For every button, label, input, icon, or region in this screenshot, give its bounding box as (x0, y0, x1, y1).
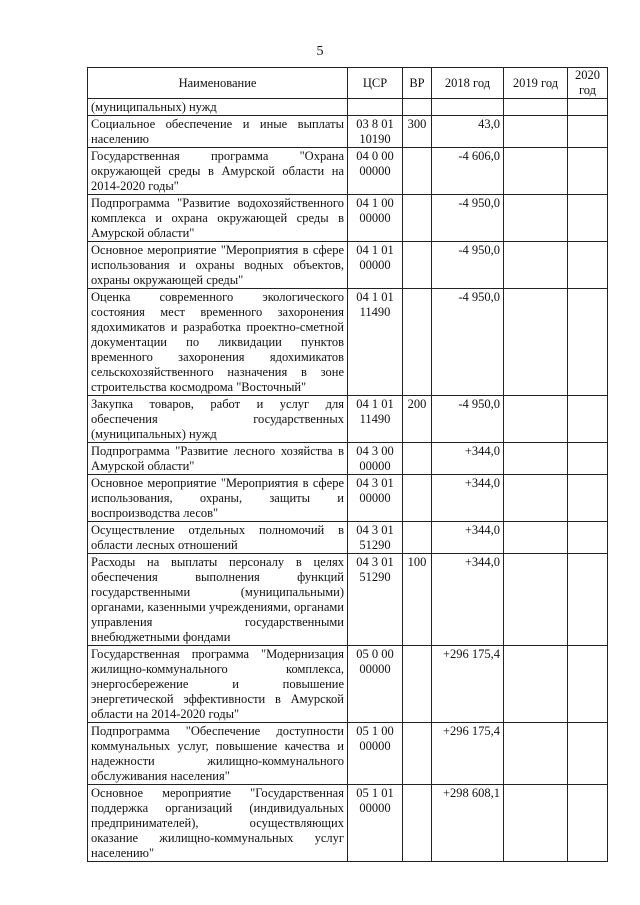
cell-2018: -4 950,0 (432, 289, 504, 396)
table-row (88, 116, 608, 148)
table-body (88, 99, 608, 862)
cell-2019 (504, 116, 568, 148)
table-row (88, 646, 608, 723)
cell-vr (403, 723, 432, 785)
cell-name: Основное мероприятие "Мероприятия в сфере использования, охраны, защиты и воспроизводства лесов" (88, 475, 348, 522)
cell-2018: +344,0 (432, 443, 504, 475)
table-row (88, 522, 608, 554)
cell-csr: 03 8 01 10190 (348, 116, 403, 148)
cell-vr (403, 242, 432, 289)
header-2019: 2019 год (504, 68, 568, 99)
cell-name: Осуществление отдельных полномочий в области лесных отношений (88, 522, 348, 554)
cell-2019 (504, 99, 568, 116)
table-row (88, 554, 608, 646)
cell-2020 (568, 522, 608, 554)
cell-2020 (568, 396, 608, 443)
cell-2019 (504, 646, 568, 723)
cell-2019 (504, 242, 568, 289)
cell-name: Расходы на выплаты персоналу в целях обеспечения выполнения функций государственными (муниципальными) органами, казенными учреждениями, органами управления государственными внебюджетными фондами (88, 554, 348, 646)
cell-vr (403, 99, 432, 116)
cell-2019 (504, 195, 568, 242)
cell-name: Подпрограмма "Развитие лесного хозяйства в Амурской области" (88, 443, 348, 475)
table-row (88, 785, 608, 862)
header-csr: ЦСР (348, 68, 403, 99)
cell-name: Государственная программа "Охрана окружающей среды в Амурской области на 2014-2020 годы" (88, 148, 348, 195)
cell-2020 (568, 242, 608, 289)
cell-2020 (568, 785, 608, 862)
cell-name: Закупка товаров, работ и услуг для обеспечения государственных (муниципальных) нужд (88, 396, 348, 443)
cell-2019 (504, 785, 568, 862)
table-row (88, 195, 608, 242)
table-row (88, 242, 608, 289)
cell-name: (муниципальных) нужд (88, 99, 348, 116)
cell-2018: -4 950,0 (432, 396, 504, 443)
cell-2018: +344,0 (432, 522, 504, 554)
cell-csr: 05 1 00 00000 (348, 723, 403, 785)
cell-2019 (504, 723, 568, 785)
table-row (88, 148, 608, 195)
cell-vr (403, 148, 432, 195)
cell-2019 (504, 554, 568, 646)
cell-2018: +296 175,4 (432, 723, 504, 785)
cell-2020 (568, 554, 608, 646)
table-header (88, 68, 608, 99)
budget-table (87, 67, 608, 862)
cell-name: Оценка современного экологического состояния мест временного захоронения ядохимикатов и разработка проектно-сметной документации по ликвидации пунктов временного захоронения ядохимикатов сельскохозяйственного назначения в зоне строительства космодрома "Восточный" (88, 289, 348, 396)
cell-2018 (432, 99, 504, 116)
cell-name: Основное мероприятие "Государственная поддержка организаций (индивидуальных предпринимателей), осуществляющих оказание жилищно-коммунальных услуг населению" (88, 785, 348, 862)
cell-2020 (568, 646, 608, 723)
cell-csr: 04 3 01 51290 (348, 554, 403, 646)
cell-vr (403, 522, 432, 554)
cell-2020 (568, 116, 608, 148)
cell-vr (403, 289, 432, 396)
table-row (88, 396, 608, 443)
header-2018: 2018 год (432, 68, 504, 99)
cell-csr (348, 99, 403, 116)
cell-2018: -4 950,0 (432, 242, 504, 289)
cell-csr: 04 1 01 11490 (348, 289, 403, 396)
page-number: 5 (316, 44, 324, 59)
cell-vr: 300 (403, 116, 432, 148)
cell-2019 (504, 148, 568, 195)
cell-vr (403, 785, 432, 862)
table-row (88, 475, 608, 522)
cell-csr: 04 1 01 00000 (348, 242, 403, 289)
cell-name: Подпрограмма "Развитие водохозяйственного комплекса и охрана окружающей среды в Амурской области" (88, 195, 348, 242)
cell-csr: 04 3 01 51290 (348, 522, 403, 554)
cell-csr: 04 0 00 00000 (348, 148, 403, 195)
table-row (88, 289, 608, 396)
cell-2018: +298 608,1 (432, 785, 504, 862)
cell-2019 (504, 522, 568, 554)
table-row (88, 723, 608, 785)
cell-csr: 04 1 01 11490 (348, 396, 403, 443)
cell-csr: 05 0 00 00000 (348, 646, 403, 723)
cell-2020 (568, 148, 608, 195)
cell-2019 (504, 396, 568, 443)
cell-name: Основное мероприятие "Мероприятия в сфере использования и охраны водных объектов, охраны окружающей среды" (88, 242, 348, 289)
cell-csr: 04 3 00 00000 (348, 443, 403, 475)
cell-2020 (568, 99, 608, 116)
cell-vr: 100 (403, 554, 432, 646)
cell-vr: 200 (403, 396, 432, 443)
cell-2018: +344,0 (432, 475, 504, 522)
cell-vr (403, 443, 432, 475)
table-row (88, 443, 608, 475)
cell-name: Государственная программа "Модернизация жилищно-коммунального комплекса, энергосбережение и повышение энергетической эффективности в Амурской области на 2014-2020 годы" (88, 646, 348, 723)
cell-2018: -4 950,0 (432, 195, 504, 242)
cell-name: Социальное обеспечение и иные выплаты населению (88, 116, 348, 148)
cell-2020 (568, 723, 608, 785)
cell-vr (403, 475, 432, 522)
cell-2018: -4 606,0 (432, 148, 504, 195)
header-name: Наименование (88, 68, 348, 99)
cell-2020 (568, 443, 608, 475)
cell-csr: 04 3 01 00000 (348, 475, 403, 522)
cell-2019 (504, 289, 568, 396)
cell-2018: +296 175,4 (432, 646, 504, 723)
cell-2019 (504, 475, 568, 522)
cell-2018: 43,0 (432, 116, 504, 148)
cell-2019 (504, 443, 568, 475)
cell-csr: 04 1 00 00000 (348, 195, 403, 242)
cell-2020 (568, 475, 608, 522)
cell-vr (403, 195, 432, 242)
cell-2020 (568, 289, 608, 396)
cell-name: Подпрограмма "Обеспечение доступности коммунальных услуг, повышение качества и надежности жилищно-коммунального обслуживания населения" (88, 723, 348, 785)
table-row (88, 99, 608, 116)
cell-vr (403, 646, 432, 723)
cell-2020 (568, 195, 608, 242)
cell-csr: 05 1 01 00000 (348, 785, 403, 862)
header-vr: ВР (403, 68, 432, 99)
cell-2018: +344,0 (432, 554, 504, 646)
header-2020: 2020 год (568, 68, 608, 99)
